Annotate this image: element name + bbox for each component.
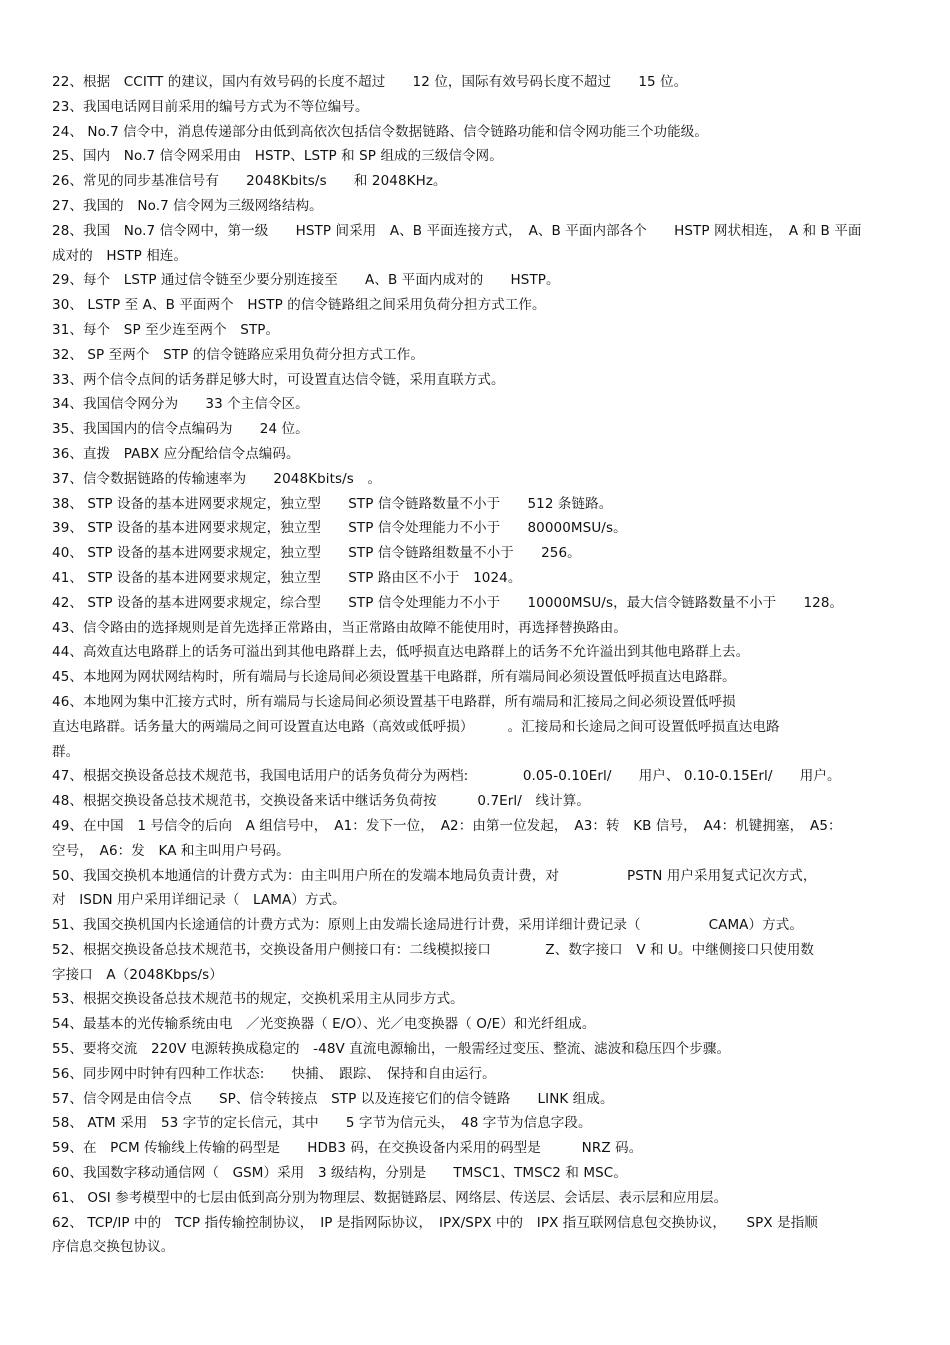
text-line: 60、我国数字移动通信网（ GSM）采用 3 级结构，分别是 TMSC1、TMSC2 和 MSC。 xyxy=(52,1165,627,1182)
text-line: 26、常见的同步基准信号有 2048Kbits/s 和 2048KHz。 xyxy=(52,173,447,190)
text-line: 36、直拨 PABX 应分配给信令点编码。 xyxy=(52,445,300,462)
text-line: 空号， A6：发 KA 和主叫用户号码。 xyxy=(52,842,290,859)
text-line xyxy=(52,1260,898,1285)
text-line: 29、每个 LSTP 通过信令链至少要分别连接至 A、B 平面内成对的 HSTP。 xyxy=(52,272,560,289)
text-line: 35、我国国内的信令点编码为 24 位。 xyxy=(52,421,309,438)
text-line: 41、 STP 设备的基本进网要求规定，独立型 STP 路由区不小于 1024。 xyxy=(52,569,522,586)
text-line: 24、 No.7 信令中，消息传递部分由低到高依次包括信令数据链路、信令链路功能和信令网功能三个功能级。 xyxy=(52,123,708,140)
text-line: 22、根据 CCITT 的建议，国内有效号码的长度不超过 12 位，国际有效号码长度不超过 15 位。 xyxy=(52,74,688,90)
text-line: 49、在中国 1 号信令的后向 A 组信号中， A1：发下一位， A2：由第一位发起， A3：转 KB 信号， A4：机键拥塞， A5： xyxy=(52,817,842,834)
text-line: 52、根据交换设备总技术规范书，交换设备用户侧接口有：二线模拟接口 Z、数字接口 V 和 U。中继侧接口只使用数 xyxy=(52,941,815,958)
text-line: 30、 LSTP 至 A、B 平面两个 HSTP 的信令链路组之间采用负荷分担方式工作。 xyxy=(52,297,546,314)
text-line: 51、我国交换机国内长途通信的计费方式为：原则上由发端长途局进行计费，采用详细计费记录（ CAMA）方式。 xyxy=(52,917,803,934)
text-line: 37、信令数据链路的传输速率为 2048Kbits/s 。 xyxy=(52,470,382,487)
text-line: 54、最基本的光传输系统由电 ／光变换器（ E/O）、光／电变换器（ O/E）和光纤组成。 xyxy=(52,1016,596,1033)
text-line: 39、 STP 设备的基本进网要求规定，独立型 STP 信令处理能力不小于 80000MSU/s。 xyxy=(52,520,627,537)
text-line: 33、两个信令点间的话务群足够大时，可设置直达信令链，采用直联方式。 xyxy=(52,371,505,388)
text-line: 57、信令网是由信令点 SP、信令转接点 STP 以及连接它们的信令链路 LINK 组成。 xyxy=(52,1090,614,1107)
text-line: 38、 STP 设备的基本进网要求规定，独立型 STP 信令链路数量不小于 512 条链路。 xyxy=(52,495,613,512)
text-line: 31、每个 SP 至少连至两个 STP。 xyxy=(52,321,280,338)
text-line: 25、国内 No.7 信令网采用由 HSTP、LSTP 和 SP 组成的三级信令网。 xyxy=(52,148,503,165)
text-line: 45、本地网为网状网结构时，所有端局与长途局间必须设置基干电路群，所有端局间必须设置低呼损直达电路群。 xyxy=(52,669,736,686)
text-line: 55、要将交流 220V 电源转换成稳定的 -48V 直流电源输出，一般需经过变压、整流、滤波和稳压四个步骤。 xyxy=(52,1041,731,1058)
text-line: 62、 TCP/IP 中的 TCP 指传输控制协议， IP 是指网际协议， IPX/SPX 中的 IPX 指互联网信息包交换协议， SPX 是指顺 xyxy=(52,1214,818,1231)
text-line: 23、我国电话网目前采用的编号方式为不等位编号。 xyxy=(52,98,369,115)
text-line: 对 ISDN 用户采用详细记录（ LAMA）方式。 xyxy=(52,892,346,909)
text-line: 50、我国交换机本地通信的计费方式为：由主叫用户所在的发端本地局负责计费，对 PSTN 用户采用复式记次方式， xyxy=(52,867,817,884)
text-line: 43、信令路由的选择规则是首先选择正常路由，当正常路由故障不能使用时，再选择替换路由。 xyxy=(52,619,627,636)
text-line: 61、 OSI 参考模型中的七层由低到高分别为物理层、数据链路层、网络层、传送层、会话层、表示层和应用层。 xyxy=(52,1189,728,1206)
text-line: 34、我国信令网分为 33 个主信令区。 xyxy=(52,396,309,413)
text-line: 56、同步网中时钟有四种工作状态: 快捕、 跟踪、 保持和自由运行。 xyxy=(52,1065,496,1082)
text-line: 44、高效直达电路群上的话务可溢出到其他电路群上去，低呼损直达电路群上的话务不允许溢出到其他电路群上去。 xyxy=(52,644,750,661)
text-line: 40、 STP 设备的基本进网要求规定，独立型 STP 信令链路组数量不小于 256。 xyxy=(52,545,581,562)
text-line: 48、根据交换设备总技术规范书，交换设备来话中继话务负荷按 0.7Erl/ 线计算。 xyxy=(52,793,590,810)
text-line: 群。 xyxy=(52,743,80,760)
text-line: 字接口 A（2048Kbps/s） xyxy=(52,966,223,983)
text-line: 47、根据交换设备总技术规范书，我国电话用户的话务负荷分为两档: 0.05-0.10Erl/ 用户、 0.10-0.15Erl/ 用户。 xyxy=(52,768,841,785)
text-line: 27、我国的 No.7 信令网为三级网络结构。 xyxy=(52,197,323,214)
text-line: 42、 STP 设备的基本进网要求规定，综合型 STP 信令处理能力不小于 10000MSU/s，最大信令链路数量不小于 128。 xyxy=(52,594,844,611)
text-line: 58、 ATM 采用 53 字节的定长信元，其中 5 字节为信元头， 48 字节为信息字段。 xyxy=(52,1115,592,1132)
text-line: 46、本地网为集中汇接方式时，所有端局与长途局间必须设置基干电路群，所有端局和汇接局之间必须设置低呼损 xyxy=(52,693,736,710)
text-line: 成对的 HSTP 相连。 xyxy=(52,247,188,264)
text-line: 序信息交换包协议。 xyxy=(52,1239,175,1256)
text-line: 53、根据交换设备总技术规范书的规定，交换机采用主从同步方式。 xyxy=(52,991,464,1008)
text-line: 直达电路群。话务量大的两端局之间可设置直达电路（高效或低呼损） 。汇接局和长途局之间可设置低呼损直达电路 xyxy=(52,718,780,735)
text-line: 59、在 PCM 传输线上传输的码型是 HDB3 码，在交换设备内采用的码型是 NRZ 码。 xyxy=(52,1140,643,1157)
text-line: 28、我国 No.7 信令网中，第一级 HSTP 间采用 A、B 平面连接方式， A、B 平面内部各个 HSTP 网状相连， A 和 B 平面 xyxy=(52,222,862,239)
text-line: 32、 SP 至两个 STP 的信令链路应采用负荷分担方式工作。 xyxy=(52,346,424,363)
